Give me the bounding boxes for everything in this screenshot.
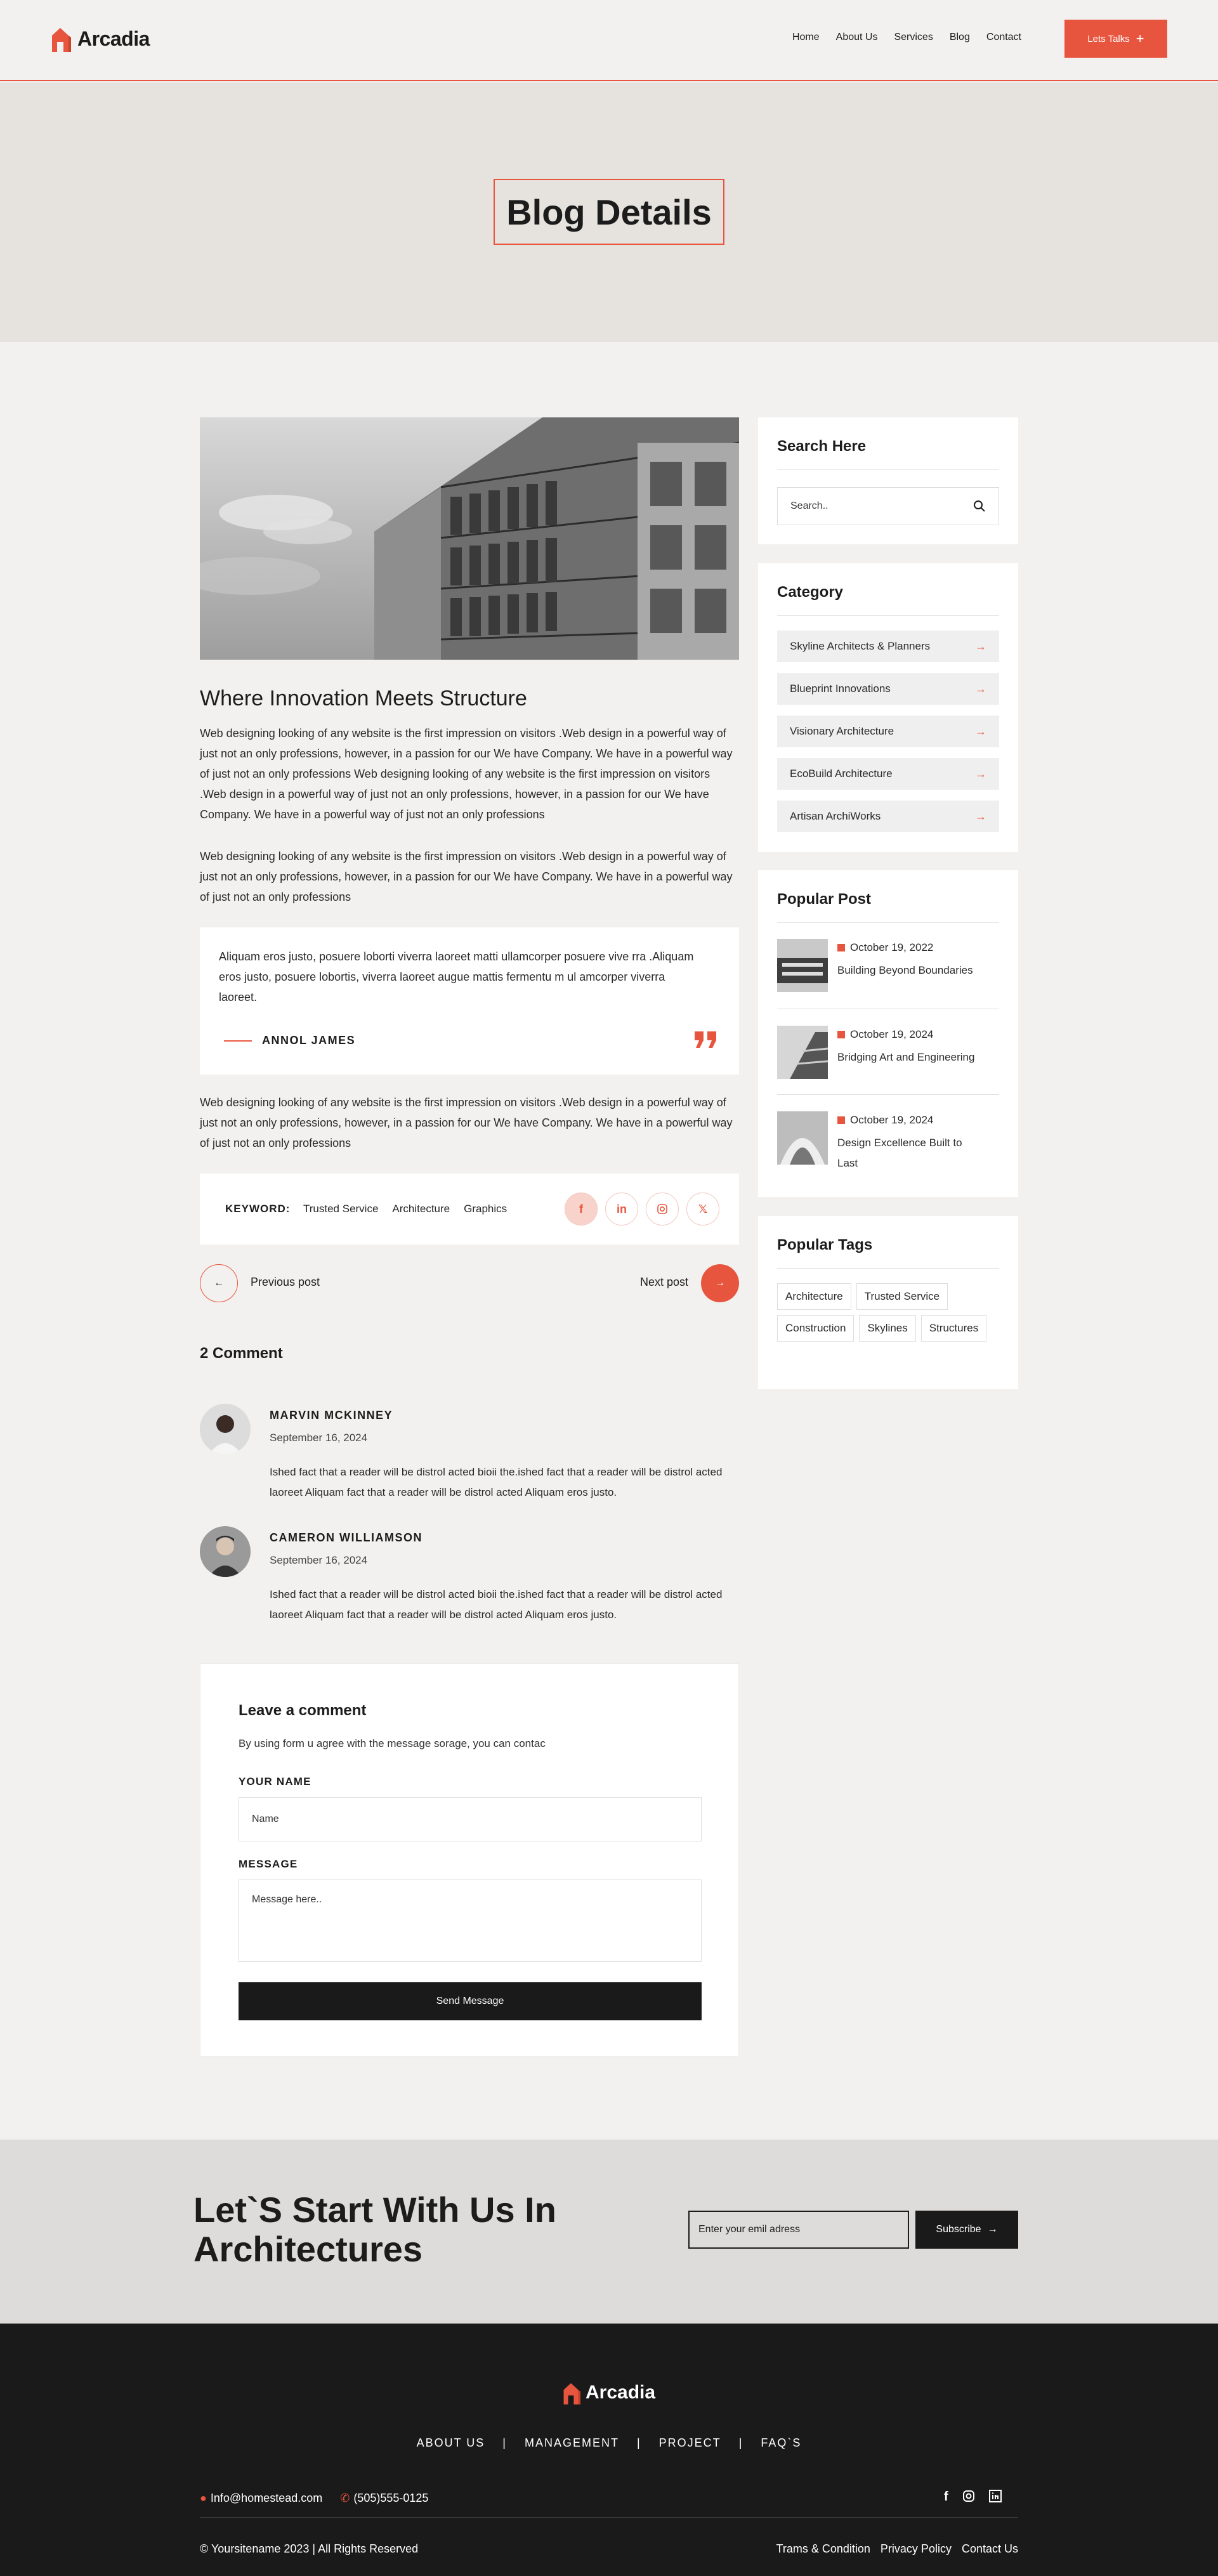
quote-text: Aliquam eros justo, posuere loborti viverra laoreet matti ullamcorper posuere vive rra .Aliquam eros justo, posuere lobortis, viverra laoreet augue mattis fermentu m ul amcorper viverra laoreet. bbox=[219, 950, 694, 1004]
brand-name: Arcadia bbox=[77, 27, 150, 50]
house-logo-icon bbox=[561, 2381, 580, 2405]
comment-author: CAMERON WILLIAMSON bbox=[270, 1531, 422, 1544]
keyword-tag[interactable]: Trusted Service bbox=[303, 1203, 379, 1215]
category-item[interactable] bbox=[777, 716, 999, 747]
privacy-link[interactable]: Privacy Policy bbox=[880, 2542, 952, 2555]
divider bbox=[777, 922, 999, 923]
widget-title: Category bbox=[777, 584, 844, 601]
post-date bbox=[837, 941, 933, 954]
popular-tags-widget bbox=[758, 1216, 1018, 1389]
separator: | bbox=[636, 2436, 641, 2449]
next-post-label[interactable]: Next post bbox=[639, 1276, 688, 1288]
site-footer bbox=[0, 2324, 1218, 2576]
subscribe-button[interactable] bbox=[915, 2211, 1018, 2249]
footer-brand-name: Arcadia bbox=[586, 2382, 656, 2403]
house-logo-icon bbox=[49, 25, 71, 52]
arrow-right-icon: → bbox=[975, 809, 986, 823]
keyword-label: KEYWORD: bbox=[225, 1203, 291, 1215]
post-title[interactable]: Building Beyond Boundaries bbox=[837, 964, 973, 976]
email-text: Info@homestead.com bbox=[210, 2492, 323, 2504]
post-date-text: October 19, 2022 bbox=[850, 941, 934, 953]
category-label: Visionary Architecture bbox=[790, 725, 894, 737]
author-line bbox=[224, 1040, 252, 1042]
footer-logo[interactable] bbox=[561, 2381, 655, 2405]
footer-link-faq[interactable]: FAQ`S bbox=[761, 2436, 802, 2449]
widget-title: Search Here bbox=[777, 438, 867, 455]
category-item[interactable] bbox=[777, 801, 999, 832]
category-widget bbox=[758, 563, 1018, 852]
tag-item[interactable]: Architecture bbox=[777, 1283, 851, 1310]
article-paragraph-1: Web designing looking of any website is the first impression on visitors .Web design in a powerful way of just not an only professions, however, in a passion for our We have Company. We have in a powerful way of just not an only professions Web designing looking of any website is the first impression on visitors .Web design in a powerful way of just not an only professions, however, in a passion for our We have Company. We have in a powerful way of just not an only professions bbox=[200, 727, 733, 821]
avatar bbox=[200, 1404, 251, 1455]
brand-logo[interactable] bbox=[49, 25, 150, 52]
post-thumbnail bbox=[777, 1111, 828, 1165]
nav-blog[interactable]: Blog bbox=[949, 32, 970, 42]
message-label: MESSAGE bbox=[239, 1858, 298, 1870]
post-navigation bbox=[200, 1264, 739, 1302]
subscribe-label: Subscribe bbox=[936, 2224, 981, 2235]
previous-post-button[interactable] bbox=[200, 1264, 238, 1302]
avatar bbox=[200, 1526, 251, 1577]
x-icon[interactable]: 𝕏 bbox=[686, 1193, 719, 1226]
linkedin-icon[interactable]: in bbox=[605, 1193, 638, 1226]
comment-text: Ished fact that a reader will be distrol acted bioii the.ished fact that a reader will be distrol acted laoreet Aliquam fact that a reader will be distrol acted Aliquam eros justo. bbox=[270, 1466, 723, 1498]
linkedin-icon[interactable] bbox=[989, 2490, 1002, 2502]
footer-social bbox=[944, 2490, 1002, 2504]
tag-item[interactable]: Trusted Service bbox=[856, 1283, 948, 1310]
tag-item[interactable]: Construction bbox=[777, 1315, 854, 1342]
popular-post-widget bbox=[758, 870, 1018, 1197]
newsletter-section bbox=[0, 2140, 1218, 2324]
nav-contact[interactable]: Contact bbox=[986, 32, 1021, 42]
quote-author bbox=[224, 1034, 355, 1047]
building-photo bbox=[200, 417, 739, 660]
lets-talk-label: Lets Talks bbox=[1087, 33, 1130, 44]
nav-about[interactable]: About Us bbox=[835, 32, 878, 42]
email-contact[interactable] bbox=[200, 2492, 322, 2505]
location-pin-icon: ● bbox=[200, 2492, 207, 2504]
page-hero bbox=[0, 82, 1218, 342]
lets-talk-button[interactable] bbox=[1064, 20, 1167, 58]
keyword-tag[interactable]: Architecture bbox=[392, 1203, 450, 1215]
separator: | bbox=[502, 2436, 507, 2449]
footer-contact bbox=[200, 2492, 428, 2505]
arrow-right-icon: → bbox=[975, 682, 986, 695]
popular-post-item[interactable] bbox=[777, 1026, 999, 1095]
widget-title: Popular Post bbox=[777, 891, 872, 908]
tag-list bbox=[777, 1283, 999, 1342]
search-input[interactable] bbox=[777, 487, 999, 525]
post-thumbnail bbox=[777, 939, 828, 992]
post-date-text: October 19, 2024 bbox=[850, 1114, 934, 1126]
search-icon[interactable] bbox=[973, 500, 986, 513]
form-title: Leave a comment bbox=[239, 1702, 367, 1719]
article-paragraph-2: Web designing looking of any website is the first impression on visitors .Web design in a powerful way of just not an only professions, however, in a passion for our We have Company. We have in a powerful way of just not an only professions bbox=[200, 850, 733, 903]
arrow-right-icon: → bbox=[975, 639, 986, 653]
calendar-icon bbox=[837, 1031, 845, 1038]
post-date bbox=[837, 1114, 933, 1127]
site-header bbox=[0, 0, 1218, 81]
search-placeholder: Search.. bbox=[790, 500, 828, 511]
divider bbox=[777, 615, 999, 616]
arrow-left-icon: ← bbox=[214, 1278, 224, 1288]
footer-legal-links bbox=[776, 2542, 1018, 2556]
copyright: © Yoursitename 2023 | All Rights Reserved bbox=[200, 2542, 419, 2555]
calendar-icon bbox=[837, 944, 845, 951]
post-date bbox=[837, 1028, 933, 1041]
main-nav bbox=[792, 32, 1021, 43]
post-title[interactable]: Design Excellence Built to Last bbox=[837, 1137, 962, 1169]
phone-contact[interactable] bbox=[340, 2492, 428, 2505]
popular-post-item[interactable] bbox=[777, 1111, 999, 1181]
phone-text: (505)555-0125 bbox=[353, 2492, 429, 2504]
quote-icon bbox=[693, 1029, 719, 1049]
comment-date: September 16, 2024 bbox=[270, 1432, 368, 1444]
previous-post-label[interactable]: Previous post bbox=[251, 1276, 320, 1288]
terms-link[interactable]: Trams & Condition bbox=[776, 2542, 870, 2555]
facebook-icon[interactable]: f bbox=[944, 2490, 948, 2504]
category-label: Artisan ArchiWorks bbox=[790, 810, 881, 822]
tag-item[interactable]: Structures bbox=[921, 1315, 986, 1342]
contact-link[interactable]: Contact Us bbox=[961, 2542, 1018, 2555]
post-title[interactable]: Bridging Art and Engineering bbox=[837, 1051, 975, 1063]
article-title: Where Innovation Meets Structure bbox=[200, 686, 527, 710]
blockquote bbox=[200, 927, 739, 1075]
footer-link-about[interactable]: ABOUT US bbox=[416, 2436, 485, 2449]
next-post-button[interactable] bbox=[701, 1264, 739, 1302]
footer-link-management[interactable]: MANAGEMENT bbox=[524, 2436, 619, 2449]
plus-icon: + bbox=[1136, 30, 1144, 46]
name-field[interactable]: Name bbox=[239, 1797, 702, 1841]
nav-services[interactable]: Services bbox=[894, 32, 933, 42]
divider bbox=[200, 2517, 1018, 2518]
message-field[interactable]: Message here.. bbox=[239, 1880, 702, 1962]
comments-title: 2 Comment bbox=[200, 1345, 283, 1362]
keyword-share-bar bbox=[200, 1174, 739, 1245]
facebook-icon[interactable]: f bbox=[565, 1193, 598, 1226]
newsletter-title: Let`S Start With Us In Architectures bbox=[193, 2190, 556, 2269]
arrow-right-icon: → bbox=[975, 724, 986, 738]
post-thumbnail bbox=[777, 1026, 828, 1079]
share-icons bbox=[565, 1193, 719, 1226]
comment-form bbox=[200, 1663, 739, 2056]
instagram-icon[interactable] bbox=[962, 2490, 975, 2502]
comment-date: September 16, 2024 bbox=[270, 1554, 368, 1566]
popular-post-item[interactable] bbox=[777, 939, 999, 1009]
article-paragraph-3: Web designing looking of any website is the first impression on visitors .Web design in a powerful way of just not an only professions, however, in a passion for our We have Company. We have in a powerful way of just not an only professions bbox=[200, 1096, 733, 1149]
comment-author: MARVIN MCKINNEY bbox=[270, 1409, 393, 1422]
form-subtitle: By using form u agree with the message sorage, you can contac bbox=[239, 1737, 546, 1749]
phone-icon: ✆ bbox=[340, 2492, 350, 2504]
divider bbox=[777, 1094, 999, 1095]
divider bbox=[777, 1268, 999, 1269]
comment-text: Ished fact that a reader will be distrol acted bioii the.ished fact that a reader will be distrol acted laoreet Aliquam fact that a reader will be distrol acted Aliquam eros justo. bbox=[270, 1588, 723, 1621]
instagram-icon[interactable] bbox=[646, 1193, 679, 1226]
arrow-right-icon: → bbox=[975, 767, 986, 780]
footer-menu bbox=[0, 2436, 1218, 2450]
divider bbox=[777, 469, 999, 470]
category-label: Skyline Architects & Planners bbox=[790, 640, 931, 652]
name-label: YOUR NAME bbox=[239, 1775, 311, 1788]
arrow-right-icon: → bbox=[987, 2224, 998, 2235]
category-item[interactable] bbox=[777, 673, 999, 705]
page-title: Blog Details bbox=[494, 179, 724, 245]
footer-link-project[interactable]: PROJECT bbox=[658, 2436, 721, 2449]
category-label: Blueprint Innovations bbox=[790, 683, 891, 695]
tag-item[interactable]: Skylines bbox=[859, 1315, 915, 1342]
search-widget bbox=[758, 417, 1018, 544]
article-image bbox=[200, 417, 739, 660]
category-label: EcoBuild Architecture bbox=[790, 768, 893, 780]
nav-home[interactable]: Home bbox=[792, 32, 820, 42]
quote-author-name: ANNOL JAMES bbox=[262, 1034, 356, 1047]
category-item[interactable] bbox=[777, 631, 999, 662]
email-input[interactable]: Enter your emil adress bbox=[688, 2211, 909, 2249]
category-item[interactable] bbox=[777, 758, 999, 790]
calendar-icon bbox=[837, 1116, 845, 1124]
post-date-text: October 19, 2024 bbox=[850, 1028, 934, 1040]
arrow-right-icon: → bbox=[715, 1278, 725, 1288]
keyword-list bbox=[303, 1203, 507, 1215]
keyword-tag[interactable]: Graphics bbox=[464, 1203, 508, 1215]
send-message-button[interactable]: Send Message bbox=[239, 1982, 702, 2020]
separator: | bbox=[738, 2436, 743, 2449]
widget-title: Popular Tags bbox=[777, 1236, 873, 1253]
